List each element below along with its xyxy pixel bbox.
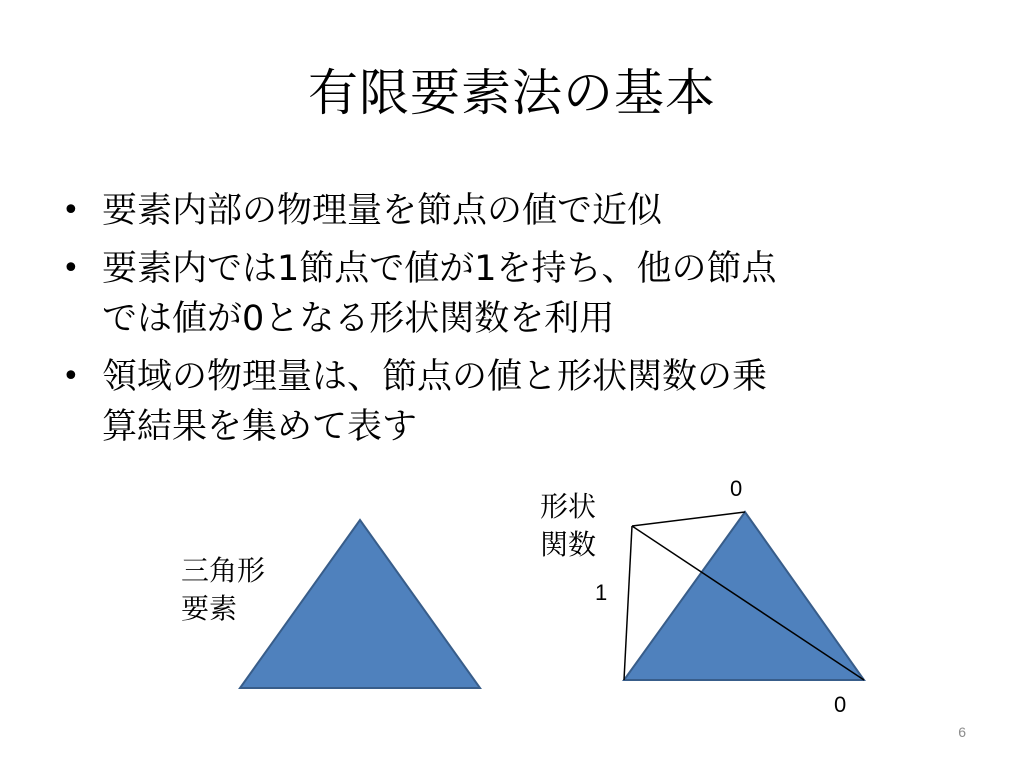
- label-line: 三角形: [181, 554, 266, 587]
- shape-function-edge: [624, 526, 632, 680]
- bullet-dot: •: [62, 251, 80, 286]
- bullet-dot: •: [62, 193, 80, 228]
- triangle-element-shape: [240, 520, 480, 688]
- bullet-text-line: 要素内部の物理量を節点の値で近似: [102, 191, 663, 231]
- slide-title: 有限要素法の基本: [308, 64, 716, 122]
- bullet-dot: •: [62, 359, 80, 394]
- bullet-text-line: 算結果を集めて表す: [102, 407, 418, 447]
- shape-function-triangle: [624, 512, 864, 680]
- node-value-bottom: 0: [834, 692, 847, 717]
- node-value-left: 1: [595, 580, 608, 605]
- label-line: 形状: [540, 490, 597, 523]
- bullet-text-line: 領域の物理量は、節点の値と形状関数の乗: [102, 357, 768, 397]
- shape-function-label: [540, 488, 596, 564]
- label-line: 関数: [540, 528, 597, 561]
- shape-function-edge: [632, 512, 745, 526]
- triangle-element-label: [181, 552, 265, 628]
- page-number: 6: [958, 724, 966, 740]
- node-value-top: 0: [730, 476, 743, 501]
- bullet-text-line: では値が0となる形状関数を利用: [102, 299, 615, 339]
- bullet-text-line: 要素内では1節点で値が1を持ち、他の節点: [102, 249, 777, 289]
- label-line: 要素: [181, 592, 238, 625]
